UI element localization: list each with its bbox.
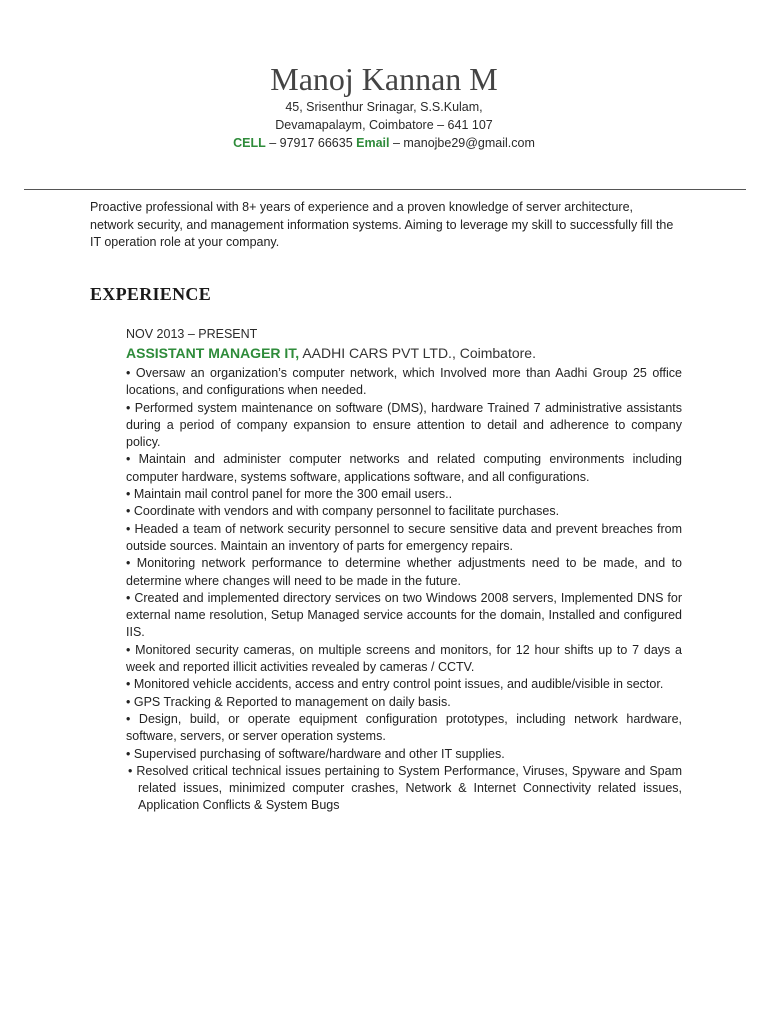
responsibility-item: • Supervised purchasing of software/hardware and other IT supplies. — [126, 746, 505, 761]
responsibility-item: • Created and implemented directory services on two Windows 2008 servers, Implemented DNS for external name resolution, Setup Managed service accounts for the domain, Installed and configured IIS. — [126, 590, 682, 640]
responsibility-item: • Oversaw an organization’s computer network, which Involved more than Aadhi Group 25 office locations, and configurations when needed. — [126, 366, 682, 398]
email-address: – manojbe29@gmail.com — [389, 136, 535, 150]
address-line-1: 45, Srisenthur Srinagar, S.S.Kulam, — [285, 100, 483, 114]
email-label: Email — [356, 136, 390, 150]
responsibility-item: • Coordinate with vendors and with company personnel to facilitate purchases. — [126, 504, 560, 519]
job-title-line — [126, 343, 682, 363]
responsibility-item: • Performed system maintenance on software (DMS), hardware Trained 7 administrative assistants during a period of company expansion to ensure attention to detail and adherence to company policy. — [126, 400, 682, 450]
resume-header — [0, 60, 768, 152]
job-company: AADHI CARS PVT LTD., Coimbatore. — [299, 345, 536, 361]
contact-line — [0, 134, 768, 152]
cell-label: CELL — [233, 136, 266, 150]
responsibility-item: • Maintain mail control panel for more the 300 email users.. — [126, 487, 453, 502]
header-divider — [24, 189, 746, 190]
responsibility-item: • Monitoring network performance to determine whether adjustments need to be made, and to determine where changes will need to be made in the future. — [126, 556, 682, 588]
responsibility-item: • Design, build, or operate equipment configuration prototypes, including network hardware, software, servers, or server operation systems. — [126, 711, 682, 744]
responsibility-item: • Monitored vehicle accidents, access and entry control point issues, and audible/visible in sector. — [126, 677, 664, 692]
responsibility-item: • Maintain and administer computer networks and related computing environments including computer hardware, systems software, applications software, and all configurations. — [126, 452, 682, 484]
job-role: ASSISTANT MANAGER IT, — [126, 345, 300, 361]
candidate-name: Manoj Kannan M — [270, 61, 498, 97]
profile-summary: Proactive professional with 8+ years of experience and a proven knowledge of server architecture, network security, and management information systems. Aiming to leverage my skill to successfully fill the IT operation role at your company. — [90, 200, 674, 249]
responsibility-item: • GPS Tracking & Reported to management on daily basis. — [126, 694, 451, 709]
cell-number: – 97917 66635 — [265, 136, 357, 150]
responsibility-item: • Resolved critical technical issues pertaining to System Performance, Viruses, Spyware and Spam related issues, minimized computer crashes, Network & Internet Connectivity related issues, Application Conflicts & System Bugs — [128, 763, 682, 813]
responsibility-item: • Headed a team of network security personnel to secure sensitive data and prevent breaches from outside sources. Maintain an inventory of parts for emergency repairs. — [126, 521, 682, 553]
job-entry — [126, 325, 682, 815]
job-responsibilities — [126, 365, 682, 815]
responsibility-item: • Monitored security cameras, on multiple screens and monitors, for 12 hour shifts up to 7 days a week and reported illicit activities revealed by cameras / CCTV. — [126, 642, 682, 675]
experience-heading: EXPERIENCE — [90, 284, 212, 304]
address-line-2: Devamapalaym, Coimbatore – 641 107 — [275, 118, 493, 132]
job-date: NOV 2013 – PRESENT — [126, 327, 258, 341]
